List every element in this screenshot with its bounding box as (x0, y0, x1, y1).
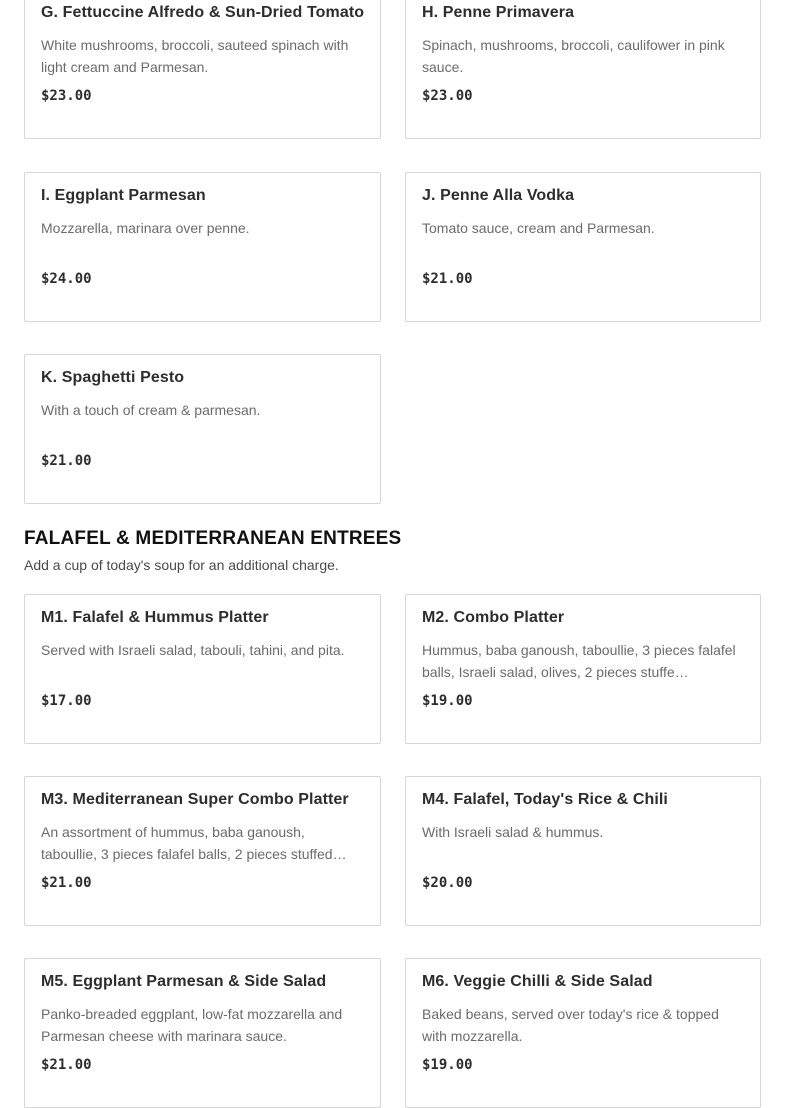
menu-item-name: G. Fettuccine Alfredo & Sun-Dried Tomato (41, 4, 365, 21)
menu-item-price: $21.00 (41, 453, 92, 469)
menu-item-price: $21.00 (41, 1057, 92, 1073)
menu-item-description: Tomato sauce, cream and Parmesan. (422, 220, 655, 236)
menu-item-card[interactable] (24, 0, 381, 139)
menu-item-description: An assortment of hummus, baba ganoush, taboullie, 3 pieces falafel balls, 2 pieces stuffed… (41, 824, 347, 862)
menu-item-name: K. Spaghetti Pesto (41, 369, 185, 386)
menu-item-description: With a touch of cream & parmesan. (41, 402, 261, 418)
menu-item-price: $23.00 (41, 88, 92, 104)
menu-item-name: I. Eggplant Parmesan (41, 187, 206, 204)
menu-item-card[interactable] (405, 958, 761, 1108)
menu-item-price: $19.00 (422, 1057, 473, 1073)
menu-item-name: M5. Eggplant Parmesan & Side Salad (41, 973, 327, 990)
menu-item-card[interactable] (24, 354, 381, 504)
menu-item-description: Mozzarella, marinara over penne. (41, 220, 250, 236)
menu-item-name: H. Penne Primavera (422, 4, 575, 21)
menu-item-description: Spinach, mushrooms, broccoli, caulifower in pink sauce. (422, 37, 725, 75)
menu-item-price: $23.00 (422, 88, 473, 104)
menu-item-name: M6. Veggie Chilli & Side Salad (422, 973, 653, 990)
menu-item-card[interactable] (24, 594, 381, 744)
menu-item-name: M3. Mediterranean Super Combo Platter (41, 791, 349, 808)
section-subtitle: Add a cup of today's soup for an additional charge. (24, 557, 339, 573)
menu-item-price: $17.00 (41, 693, 92, 709)
menu-item-card[interactable] (24, 776, 381, 926)
menu-item-name: J. Penne Alla Vodka (422, 187, 575, 204)
menu-item-name: M1. Falafel & Hummus Platter (41, 609, 269, 626)
menu-item-card[interactable] (405, 594, 761, 744)
menu-item-card[interactable] (405, 776, 761, 926)
menu-item-description: White mushrooms, broccoli, sauteed spinach with light cream and Parmesan. (41, 37, 349, 75)
menu-item-name: M4. Falafel, Today's Rice & Chili (422, 791, 668, 808)
menu-item-name: M2. Combo Platter (422, 609, 565, 626)
menu-item-price: $19.00 (422, 693, 473, 709)
menu-item-description: Hummus, baba ganoush, taboullie, 3 pieces falafel balls, Israeli salad, olives, 2 pieces stuffe… (422, 642, 736, 680)
menu-item-card[interactable] (405, 0, 761, 139)
menu-item-card[interactable] (24, 172, 381, 322)
menu-item-description: Panko-breaded eggplant, low-fat mozzarella and Parmesan cheese with marinara sauce. (41, 1006, 343, 1044)
menu-item-price: $21.00 (41, 875, 92, 891)
section-title: FALAFEL & MEDITERRANEAN ENTREES (24, 528, 402, 549)
menu-item-description: Served with Israeli salad, tabouli, tahini, and pita. (41, 642, 345, 658)
menu-item-description: With Israeli salad & hummus. (422, 824, 604, 840)
menu-item-price: $21.00 (422, 271, 473, 287)
menu-item-description: Baked beans, served over today's rice & topped with mozzarella. (422, 1006, 719, 1044)
menu-item-card[interactable] (405, 172, 761, 322)
menu-item-price: $20.00 (422, 875, 473, 891)
menu-item-price: $24.00 (41, 271, 92, 287)
menu-item-card[interactable] (24, 958, 381, 1108)
